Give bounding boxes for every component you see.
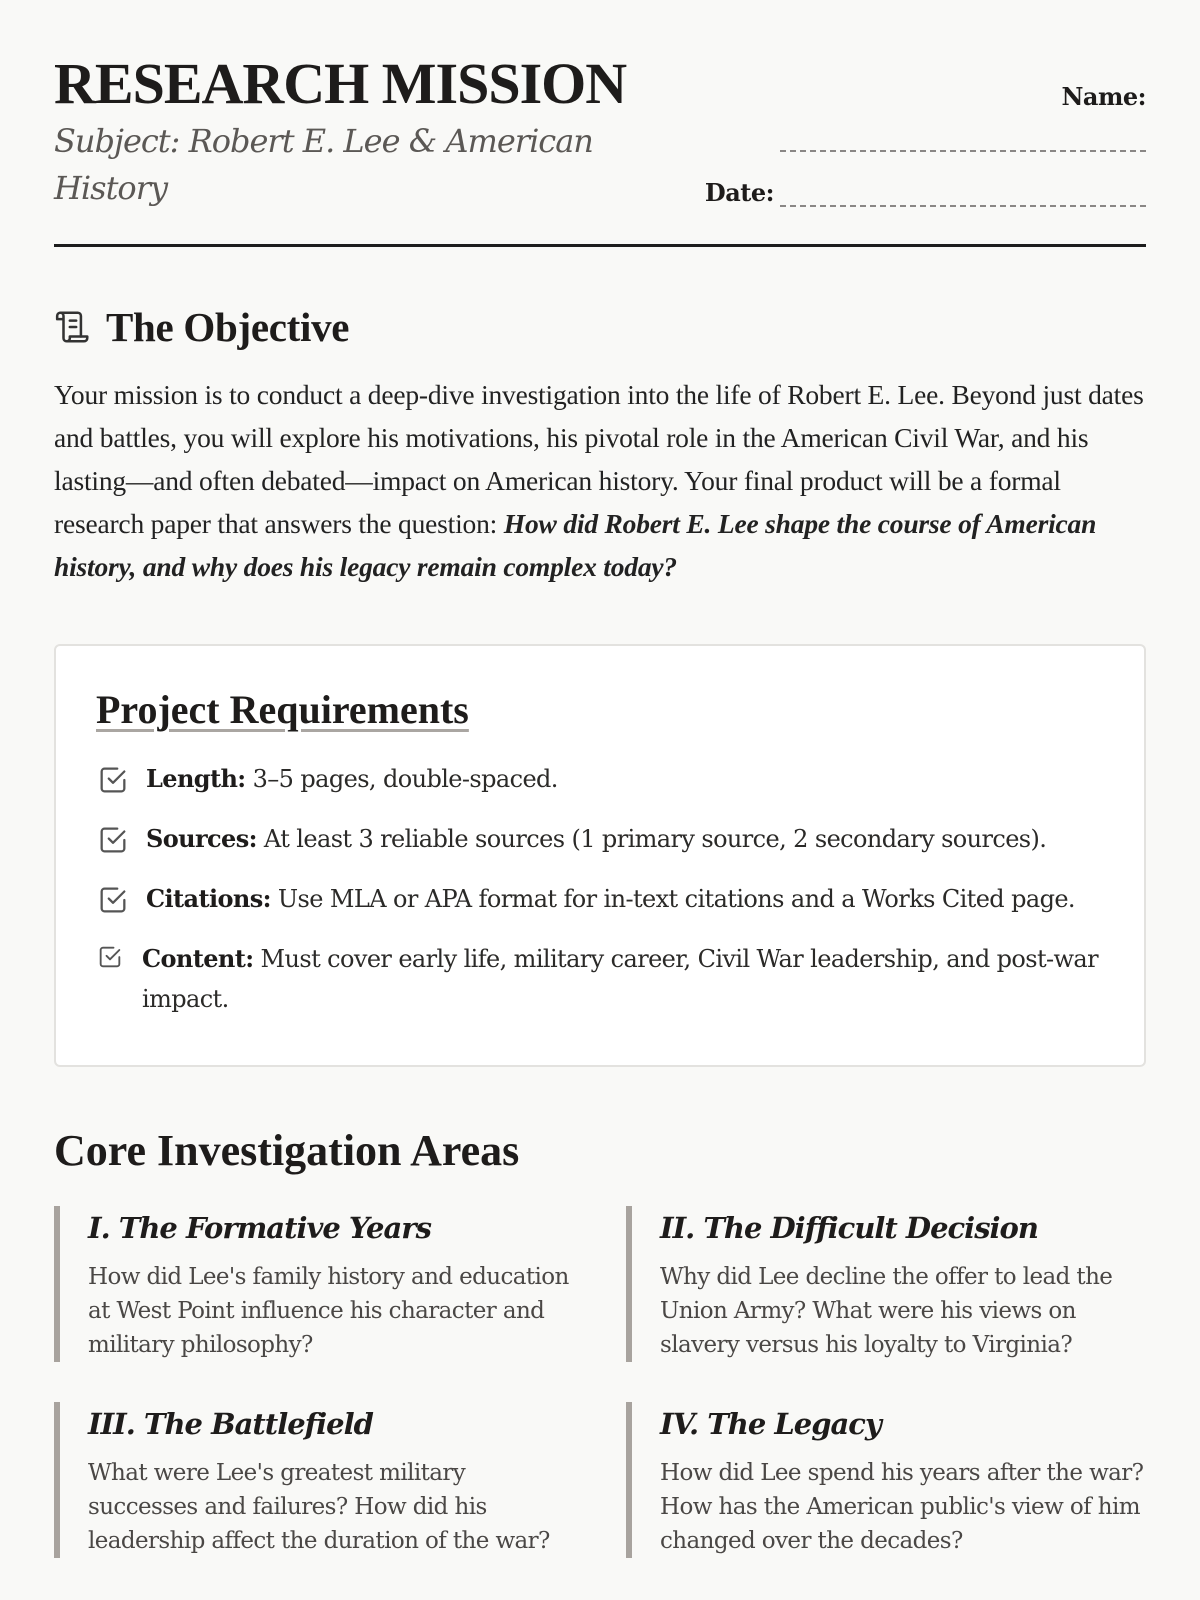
requirement-text xyxy=(142,939,1104,1019)
area-title: II. The Difficult Decision xyxy=(660,1211,1038,1245)
requirement-text xyxy=(146,879,1075,919)
name-field[interactable] xyxy=(780,150,1146,152)
checkbox-checked-icon xyxy=(96,883,130,917)
requirement-detail: Use MLA or APA format for in-text citations and a Works Cited page. xyxy=(270,885,1075,913)
investigation-areas-grid xyxy=(54,1206,1146,1558)
research-question: How did Robert E. Lee shape the course of American history, and why does his legacy remain complex today? xyxy=(54,508,1097,582)
requirement-item xyxy=(96,939,1104,1019)
date-row xyxy=(705,178,1146,207)
date-label: Date: xyxy=(704,178,774,207)
requirement-detail: 3–5 pages, double-spaced. xyxy=(245,765,558,793)
area-title: I. The Formative Years xyxy=(88,1211,431,1245)
name-label: Name: xyxy=(1061,82,1146,111)
area-title: IV. The Legacy xyxy=(660,1407,881,1441)
objective-heading-row xyxy=(54,303,1146,351)
investigation-area xyxy=(54,1402,574,1558)
requirements-list xyxy=(96,759,1104,1019)
objective-body: Your mission is to conduct a deep-dive investigation into the life of Robert E. Lee. Beyond just dates and battles, you will explore his motivations, his pivotal role in the American Civil War, and his lasting—and often debated—impact on American history. Your final product will be a formal research paper that answers the question: xyxy=(54,379,1144,539)
checkbox-checked-icon xyxy=(96,763,130,797)
requirement-item xyxy=(96,819,1104,859)
requirement-detail: Must cover early life, military career, Civil War leadership, and post-war impact. xyxy=(142,945,1099,1013)
core-areas-section xyxy=(54,1125,1146,1558)
investigation-area xyxy=(54,1206,574,1362)
checkbox-checked-icon xyxy=(96,943,124,971)
requirement-item xyxy=(96,759,1104,799)
requirement-text xyxy=(146,759,558,799)
investigation-area xyxy=(626,1402,1146,1558)
page-title: RESEARCH MISSION xyxy=(54,51,627,116)
core-areas-heading: Core Investigation Areas xyxy=(54,1126,520,1175)
area-title: III. The Battlefield xyxy=(88,1407,373,1441)
requirement-label: Length: xyxy=(146,764,246,793)
requirement-label: Citations: xyxy=(146,884,271,913)
objective-text xyxy=(54,373,1146,588)
area-question: How did Lee spend his years after the war? How has the American public's view of him changed over the decades? xyxy=(660,1460,1144,1554)
scroll-icon xyxy=(54,308,92,346)
objective-section xyxy=(54,303,1146,588)
checkbox-checked-icon xyxy=(96,823,130,857)
requirements-heading: Project Requirements xyxy=(96,687,469,732)
objective-heading: The Objective xyxy=(106,304,350,350)
requirement-item xyxy=(96,879,1104,919)
requirements-box xyxy=(54,644,1146,1067)
date-field[interactable] xyxy=(780,181,1146,207)
area-question: What were Lee's greatest military successes and failures? How did his leadership affect the duration of the war? xyxy=(88,1460,550,1554)
requirement-label: Sources: xyxy=(146,824,257,853)
requirement-text xyxy=(146,819,1046,859)
requirement-label: Content: xyxy=(142,944,254,973)
area-question: Why did Lee decline the offer to lead the Union Army? What were his views on slavery versus his loyalty to Virginia? xyxy=(660,1264,1113,1358)
worksheet-header xyxy=(54,0,1146,247)
area-question: How did Lee's family history and education at West Point influence his character and military philosophy? xyxy=(88,1264,569,1358)
requirement-detail: At least 3 reliable sources (1 primary source, 2 secondary sources). xyxy=(256,825,1047,853)
investigation-area xyxy=(626,1206,1146,1362)
subject-line: Subject: Robert E. Lee & American History xyxy=(54,122,593,207)
